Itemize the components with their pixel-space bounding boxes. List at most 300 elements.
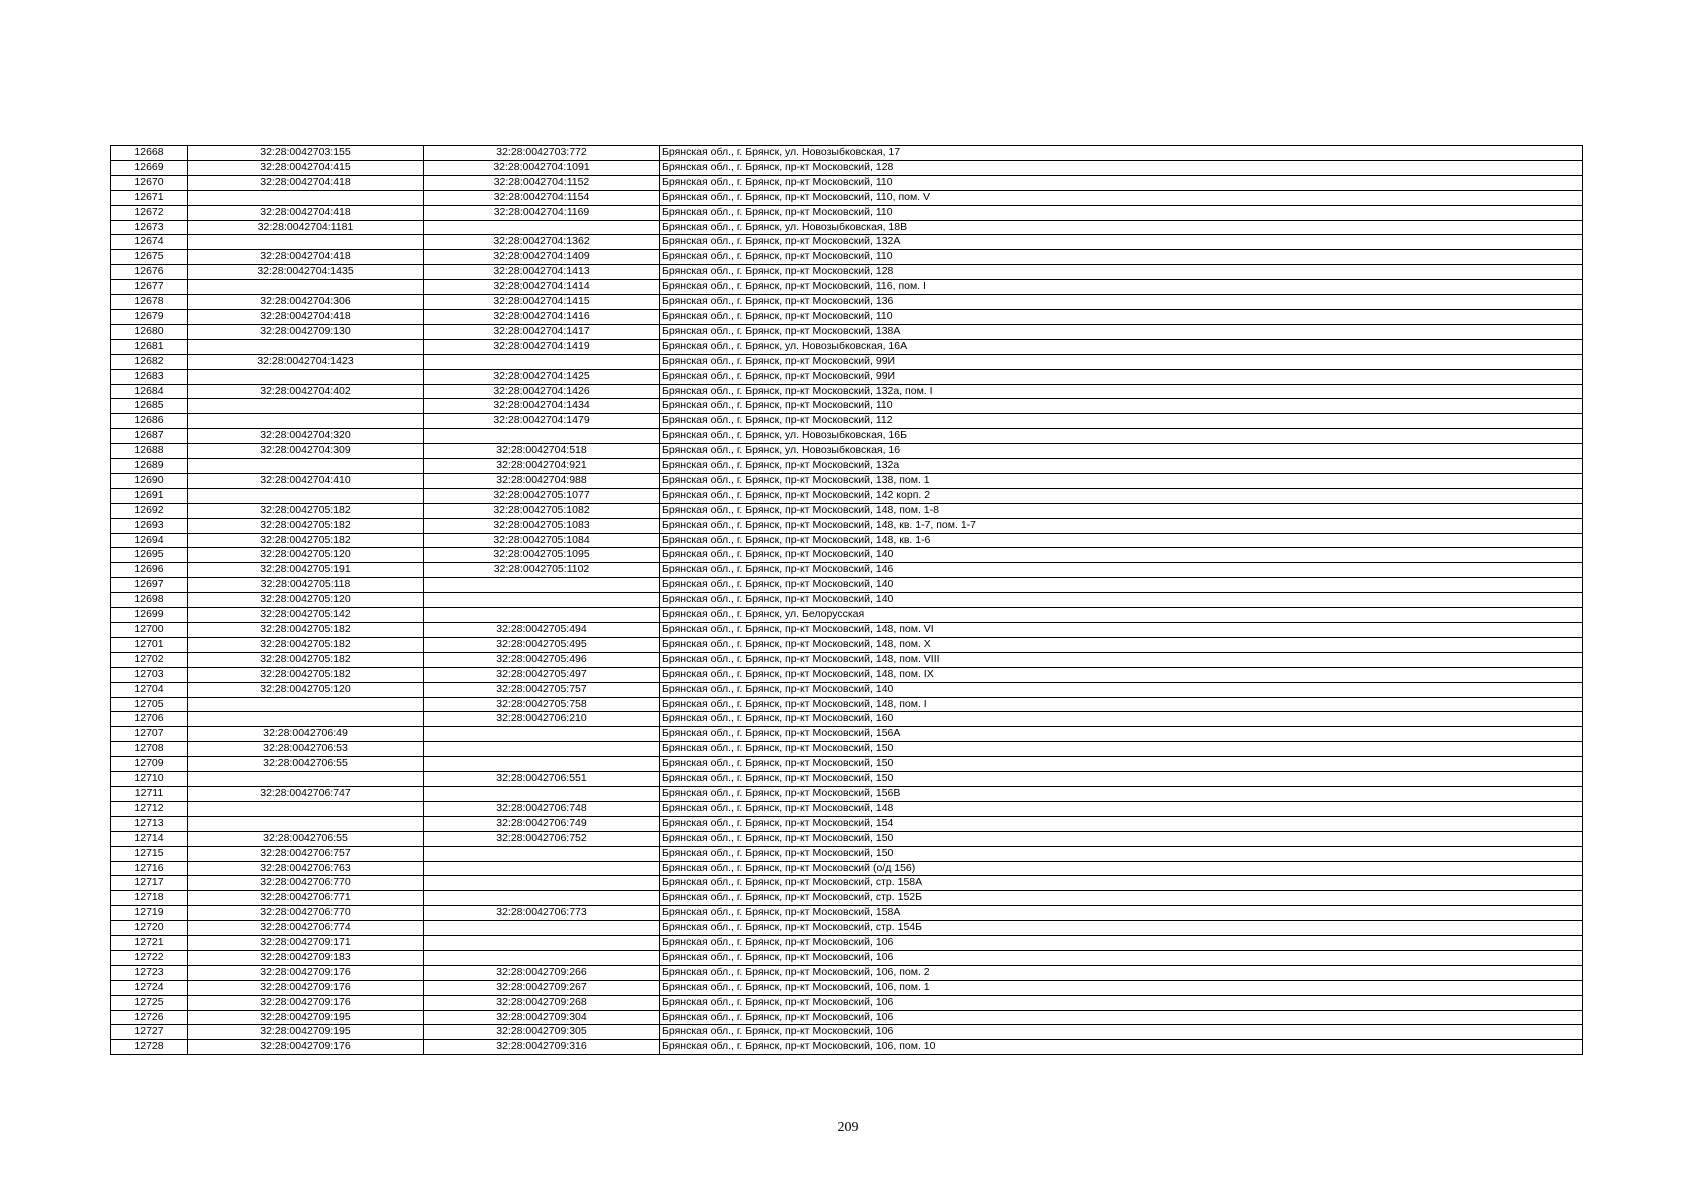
table-row: [111, 906, 1583, 921]
address-cell: Брянская обл., г. Брянск, ул. Белорусская: [660, 608, 1583, 623]
table-row: [111, 473, 1583, 488]
table-row: [111, 235, 1583, 250]
table-row: [111, 429, 1583, 444]
row-number-cell: 12692: [111, 503, 188, 518]
row-number-cell: 12721: [111, 936, 188, 951]
building-cell: [424, 861, 660, 876]
land-parcel-cell: [188, 801, 424, 816]
building-cell: 32:28:0042704:1419: [424, 339, 660, 354]
address-cell: Брянская обл., г. Брянск, пр-кт Московский, 142 корп. 2: [660, 488, 1583, 503]
row-number-cell: 12676: [111, 265, 188, 280]
building-cell: 32:28:0042704:1479: [424, 414, 660, 429]
row-number-cell: 12708: [111, 742, 188, 757]
address-cell: Брянская обл., г. Брянск, пр-кт Московский, 156А: [660, 727, 1583, 742]
land-parcel-cell: 32:28:0042704:418: [188, 309, 424, 324]
page-number: 209: [837, 1120, 859, 1135]
row-number-cell: 12718: [111, 891, 188, 906]
building-cell: [424, 786, 660, 801]
row-number-cell: 12698: [111, 593, 188, 608]
land-parcel-cell: 32:28:0042704:1435: [188, 265, 424, 280]
address-cell: Брянская обл., г. Брянск, пр-кт Московский, 140: [660, 548, 1583, 563]
row-number-cell: 12689: [111, 459, 188, 474]
address-cell: Брянская обл., г. Брянск, пр-кт Московский, 148, пом. VIII: [660, 652, 1583, 667]
row-number-cell: 12672: [111, 205, 188, 220]
address-cell: Брянская обл., г. Брянск, пр-кт Московский, 160: [660, 712, 1583, 727]
address-cell: Брянская обл., г. Брянск, пр-кт Московский, 150: [660, 757, 1583, 772]
table-row: [111, 324, 1583, 339]
building-cell: 32:28:0042706:752: [424, 831, 660, 846]
address-cell: Брянская обл., г. Брянск, пр-кт Московский, 106: [660, 936, 1583, 951]
building-cell: 32:28:0042704:1154: [424, 190, 660, 205]
address-cell: Брянская обл., г. Брянск, пр-кт Московский, 106, пом. 2: [660, 965, 1583, 980]
table-row: [111, 950, 1583, 965]
building-cell: 32:28:0042705:1077: [424, 488, 660, 503]
address-cell: Брянская обл., г. Брянск, пр-кт Московский, 128: [660, 265, 1583, 280]
table-row: [111, 801, 1583, 816]
row-number-cell: 12728: [111, 1040, 188, 1055]
land-parcel-cell: 32:28:0042706:49: [188, 727, 424, 742]
building-cell: 32:28:0042704:1409: [424, 250, 660, 265]
land-parcel-cell: [188, 369, 424, 384]
building-cell: 32:28:0042704:1426: [424, 384, 660, 399]
table-row: [111, 1010, 1583, 1025]
address-cell: Брянская обл., г. Брянск, пр-кт Московский, 106: [660, 995, 1583, 1010]
row-number-cell: 12687: [111, 429, 188, 444]
table-row: [111, 816, 1583, 831]
land-parcel-cell: 32:28:0042704:1423: [188, 354, 424, 369]
land-parcel-cell: [188, 816, 424, 831]
table-row: [111, 727, 1583, 742]
building-cell: 32:28:0042704:1434: [424, 399, 660, 414]
building-cell: 32:28:0042705:494: [424, 623, 660, 638]
row-number-cell: 12693: [111, 518, 188, 533]
table-row: [111, 578, 1583, 593]
table-row: [111, 921, 1583, 936]
land-parcel-cell: 32:28:0042704:418: [188, 205, 424, 220]
building-cell: 32:28:0042705:1083: [424, 518, 660, 533]
row-number-cell: 12727: [111, 1025, 188, 1040]
land-parcel-cell: 32:28:0042704:402: [188, 384, 424, 399]
address-cell: Брянская обл., г. Брянск, пр-кт Московский, 106: [660, 950, 1583, 965]
building-cell: [424, 220, 660, 235]
building-cell: 32:28:0042704:921: [424, 459, 660, 474]
row-number-cell: 12683: [111, 369, 188, 384]
table-row: [111, 965, 1583, 980]
land-parcel-cell: 32:28:0042706:774: [188, 921, 424, 936]
address-cell: Брянская обл., г. Брянск, пр-кт Московский, 132а, пом. I: [660, 384, 1583, 399]
land-parcel-cell: 32:28:0042709:195: [188, 1025, 424, 1040]
row-number-cell: 12711: [111, 786, 188, 801]
address-cell: Брянская обл., г. Брянск, пр-кт Московский, 140: [660, 593, 1583, 608]
building-cell: 32:28:0042706:551: [424, 772, 660, 787]
land-parcel-cell: [188, 280, 424, 295]
land-parcel-cell: 32:28:0042704:306: [188, 295, 424, 310]
land-parcel-cell: 32:28:0042704:418: [188, 175, 424, 190]
land-parcel-cell: 32:28:0042706:771: [188, 891, 424, 906]
land-parcel-cell: 32:28:0042709:176: [188, 965, 424, 980]
table-row: [111, 891, 1583, 906]
table-row: [111, 682, 1583, 697]
row-number-cell: 12707: [111, 727, 188, 742]
row-number-cell: 12701: [111, 637, 188, 652]
building-cell: 32:28:0042704:1152: [424, 175, 660, 190]
table-row: [111, 444, 1583, 459]
building-cell: [424, 846, 660, 861]
row-number-cell: 12712: [111, 801, 188, 816]
row-number-cell: 12704: [111, 682, 188, 697]
building-cell: 32:28:0042705:1095: [424, 548, 660, 563]
building-cell: 32:28:0042706:748: [424, 801, 660, 816]
land-parcel-cell: 32:28:0042704:410: [188, 473, 424, 488]
table-row: [111, 1040, 1583, 1055]
address-cell: Брянская обл., г. Брянск, пр-кт Московский, 148, пом. VI: [660, 623, 1583, 638]
land-parcel-cell: 32:28:0042709:176: [188, 995, 424, 1010]
building-cell: [424, 593, 660, 608]
land-parcel-cell: 32:28:0042705:142: [188, 608, 424, 623]
table-row: [111, 831, 1583, 846]
row-number-cell: 12690: [111, 473, 188, 488]
building-cell: [424, 429, 660, 444]
land-parcel-cell: 32:28:0042705:182: [188, 518, 424, 533]
address-cell: Брянская обл., г. Брянск, пр-кт Московский, 158А: [660, 906, 1583, 921]
address-cell: Брянская обл., г. Брянск, пр-кт Московский, 156В: [660, 786, 1583, 801]
land-parcel-cell: 32:28:0042709:130: [188, 324, 424, 339]
row-number-cell: 12677: [111, 280, 188, 295]
table-row: [111, 846, 1583, 861]
building-cell: 32:28:0042705:496: [424, 652, 660, 667]
address-cell: Брянская обл., г. Брянск, пр-кт Московский, стр. 158А: [660, 876, 1583, 891]
building-cell: 32:28:0042709:316: [424, 1040, 660, 1055]
table-row: [111, 712, 1583, 727]
land-parcel-cell: 32:28:0042709:195: [188, 1010, 424, 1025]
land-parcel-cell: 32:28:0042705:182: [188, 623, 424, 638]
land-parcel-cell: 32:28:0042709:176: [188, 980, 424, 995]
land-parcel-cell: 32:28:0042704:415: [188, 160, 424, 175]
row-number-cell: 12715: [111, 846, 188, 861]
row-number-cell: 12697: [111, 578, 188, 593]
address-cell: Брянская обл., г. Брянск, пр-кт Московский, 128: [660, 160, 1583, 175]
building-cell: 32:28:0042705:757: [424, 682, 660, 697]
table-row: [111, 518, 1583, 533]
address-cell: Брянская обл., г. Брянск, ул. Новозыбковская, 16Б: [660, 429, 1583, 444]
row-number-cell: 12724: [111, 980, 188, 995]
address-cell: Брянская обл., г. Брянск, пр-кт Московский, 154: [660, 816, 1583, 831]
address-cell: Брянская обл., г. Брянск, пр-кт Московский, 148, пом. X: [660, 637, 1583, 652]
address-cell: Брянская обл., г. Брянск, пр-кт Московский, 110: [660, 250, 1583, 265]
row-number-cell: 12674: [111, 235, 188, 250]
building-cell: [424, 936, 660, 951]
table-row: [111, 623, 1583, 638]
row-number-cell: 12695: [111, 548, 188, 563]
building-cell: [424, 742, 660, 757]
row-number-cell: 12705: [111, 697, 188, 712]
building-cell: 32:28:0042709:266: [424, 965, 660, 980]
address-cell: Брянская обл., г. Брянск, пр-кт Московский, стр. 152Б: [660, 891, 1583, 906]
address-cell: Брянская обл., г. Брянск, пр-кт Московский, 150: [660, 742, 1583, 757]
building-cell: 32:28:0042703:772: [424, 146, 660, 161]
land-parcel-cell: 32:28:0042704:1181: [188, 220, 424, 235]
address-cell: Брянская обл., г. Брянск, пр-кт Московский, 110: [660, 175, 1583, 190]
address-cell: Брянская обл., г. Брянск, пр-кт Московский, 148, пом. I: [660, 697, 1583, 712]
building-cell: 32:28:0042704:518: [424, 444, 660, 459]
table-row: [111, 548, 1583, 563]
building-cell: 32:28:0042709:267: [424, 980, 660, 995]
table-row: [111, 757, 1583, 772]
address-cell: Брянская обл., г. Брянск, пр-кт Московский, 99И: [660, 369, 1583, 384]
table-row: [111, 250, 1583, 265]
land-parcel-cell: 32:28:0042709:183: [188, 950, 424, 965]
row-number-cell: 12684: [111, 384, 188, 399]
table-row: [111, 876, 1583, 891]
land-parcel-cell: 32:28:0042706:55: [188, 831, 424, 846]
building-cell: 32:28:0042705:497: [424, 667, 660, 682]
address-cell: Брянская обл., г. Брянск, пр-кт Московский, 106, пом. 1: [660, 980, 1583, 995]
building-cell: 32:28:0042704:1414: [424, 280, 660, 295]
land-parcel-cell: 32:28:0042703:155: [188, 146, 424, 161]
building-cell: [424, 757, 660, 772]
row-number-cell: 12685: [111, 399, 188, 414]
address-cell: Брянская обл., г. Брянск, пр-кт Московский, 106, пом. 10: [660, 1040, 1583, 1055]
building-cell: 32:28:0042704:1417: [424, 324, 660, 339]
table-row: [111, 384, 1583, 399]
table-row: [111, 354, 1583, 369]
row-number-cell: 12682: [111, 354, 188, 369]
address-cell: Брянская обл., г. Брянск, пр-кт Московский, 110: [660, 399, 1583, 414]
land-parcel-cell: [188, 459, 424, 474]
row-number-cell: 12686: [111, 414, 188, 429]
address-cell: Брянская обл., г. Брянск, пр-кт Московский, 132а: [660, 459, 1583, 474]
land-parcel-cell: [188, 399, 424, 414]
row-number-cell: 12726: [111, 1010, 188, 1025]
building-cell: 32:28:0042705:1084: [424, 533, 660, 548]
address-cell: Брянская обл., г. Брянск, пр-кт Московский, 99И: [660, 354, 1583, 369]
cadastral-table-body: [111, 146, 1583, 1055]
land-parcel-cell: 32:28:0042706:770: [188, 876, 424, 891]
cadastral-table: [110, 145, 1583, 1055]
row-number-cell: 12706: [111, 712, 188, 727]
building-cell: [424, 354, 660, 369]
building-cell: 32:28:0042705:758: [424, 697, 660, 712]
address-cell: Брянская обл., г. Брянск, пр-кт Московский, 116, пом. I: [660, 280, 1583, 295]
table-row: [111, 295, 1583, 310]
table-row: [111, 742, 1583, 757]
land-parcel-cell: [188, 190, 424, 205]
row-number-cell: 12691: [111, 488, 188, 503]
address-cell: Брянская обл., г. Брянск, пр-кт Московский (о/д 156): [660, 861, 1583, 876]
building-cell: [424, 921, 660, 936]
land-parcel-cell: [188, 697, 424, 712]
table-row: [111, 786, 1583, 801]
table-row: [111, 667, 1583, 682]
land-parcel-cell: 32:28:0042705:182: [188, 533, 424, 548]
address-cell: Брянская обл., г. Брянск, пр-кт Московский, 140: [660, 578, 1583, 593]
table-row: [111, 861, 1583, 876]
land-parcel-cell: [188, 235, 424, 250]
address-cell: Брянская обл., г. Брянск, ул. Новозыбковская, 16А: [660, 339, 1583, 354]
row-number-cell: 12703: [111, 667, 188, 682]
row-number-cell: 12669: [111, 160, 188, 175]
row-number-cell: 12671: [111, 190, 188, 205]
building-cell: 32:28:0042709:268: [424, 995, 660, 1010]
table-row: [111, 160, 1583, 175]
row-number-cell: 12714: [111, 831, 188, 846]
land-parcel-cell: 32:28:0042706:747: [188, 786, 424, 801]
address-cell: Брянская обл., г. Брянск, пр-кт Московский, 148, пом. IX: [660, 667, 1583, 682]
table-row: [111, 503, 1583, 518]
row-number-cell: 12681: [111, 339, 188, 354]
row-number-cell: 12723: [111, 965, 188, 980]
land-parcel-cell: 32:28:0042705:182: [188, 652, 424, 667]
table-row: [111, 652, 1583, 667]
building-cell: 32:28:0042704:1362: [424, 235, 660, 250]
land-parcel-cell: 32:28:0042704:309: [188, 444, 424, 459]
land-parcel-cell: [188, 772, 424, 787]
row-number-cell: 12709: [111, 757, 188, 772]
address-cell: Брянская обл., г. Брянск, пр-кт Московский, 148: [660, 801, 1583, 816]
table-row: [111, 593, 1583, 608]
table-row: [111, 772, 1583, 787]
table-row: [111, 280, 1583, 295]
address-cell: Брянская обл., г. Брянск, пр-кт Московский, 138, пом. 1: [660, 473, 1583, 488]
building-cell: 32:28:0042704:1416: [424, 309, 660, 324]
row-number-cell: 12722: [111, 950, 188, 965]
table-row: [111, 205, 1583, 220]
address-cell: Брянская обл., г. Брянск, пр-кт Московский, 110, пом. V: [660, 190, 1583, 205]
table-row: [111, 220, 1583, 235]
building-cell: [424, 578, 660, 593]
row-number-cell: 12680: [111, 324, 188, 339]
address-cell: Брянская обл., г. Брянск, пр-кт Московский, 112: [660, 414, 1583, 429]
address-cell: Брянская обл., г. Брянск, пр-кт Московский, 148, кв. 1-7, пом. 1-7: [660, 518, 1583, 533]
address-cell: Брянская обл., г. Брянск, пр-кт Московский, 146: [660, 563, 1583, 578]
building-cell: 32:28:0042706:749: [424, 816, 660, 831]
land-parcel-cell: 32:28:0042705:182: [188, 503, 424, 518]
table-row: [111, 459, 1583, 474]
land-parcel-cell: [188, 712, 424, 727]
table-row: [111, 697, 1583, 712]
table-row: [111, 608, 1583, 623]
row-number-cell: 12700: [111, 623, 188, 638]
land-parcel-cell: 32:28:0042709:171: [188, 936, 424, 951]
row-number-cell: 12716: [111, 861, 188, 876]
table-row: [111, 175, 1583, 190]
address-cell: Брянская обл., г. Брянск, пр-кт Московский, 138А: [660, 324, 1583, 339]
land-parcel-cell: 32:28:0042704:418: [188, 250, 424, 265]
row-number-cell: 12702: [111, 652, 188, 667]
table-row: [111, 309, 1583, 324]
land-parcel-cell: [188, 414, 424, 429]
address-cell: Брянская обл., г. Брянск, пр-кт Московский, 148, пом. 1-8: [660, 503, 1583, 518]
land-parcel-cell: 32:28:0042705:120: [188, 593, 424, 608]
building-cell: 32:28:0042706:773: [424, 906, 660, 921]
building-cell: 32:28:0042704:1415: [424, 295, 660, 310]
address-cell: Брянская обл., г. Брянск, пр-кт Московский, 136: [660, 295, 1583, 310]
address-cell: Брянская обл., г. Брянск, пр-кт Московский, 150: [660, 831, 1583, 846]
row-number-cell: 12696: [111, 563, 188, 578]
land-parcel-cell: 32:28:0042705:182: [188, 667, 424, 682]
building-cell: [424, 950, 660, 965]
land-parcel-cell: 32:28:0042706:763: [188, 861, 424, 876]
address-cell: Брянская обл., г. Брянск, пр-кт Московский, 106: [660, 1025, 1583, 1040]
land-parcel-cell: 32:28:0042706:757: [188, 846, 424, 861]
land-parcel-cell: [188, 339, 424, 354]
table-row: [111, 995, 1583, 1010]
building-cell: [424, 608, 660, 623]
land-parcel-cell: 32:28:0042709:176: [188, 1040, 424, 1055]
address-cell: Брянская обл., г. Брянск, пр-кт Московский, 150: [660, 846, 1583, 861]
row-number-cell: 12694: [111, 533, 188, 548]
address-cell: Брянская обл., г. Брянск, пр-кт Московский, 150: [660, 772, 1583, 787]
address-cell: Брянская обл., г. Брянск, пр-кт Московский, 106: [660, 1010, 1583, 1025]
table-row: [111, 533, 1583, 548]
building-cell: 32:28:0042709:305: [424, 1025, 660, 1040]
building-cell: 32:28:0042709:304: [424, 1010, 660, 1025]
row-number-cell: 12670: [111, 175, 188, 190]
table-row: [111, 146, 1583, 161]
address-cell: Брянская обл., г. Брянск, пр-кт Московский, стр. 154Б: [660, 921, 1583, 936]
address-cell: Брянская обл., г. Брянск, пр-кт Московский, 132А: [660, 235, 1583, 250]
address-cell: Брянская обл., г. Брянск, ул. Новозыбковская, 18В: [660, 220, 1583, 235]
land-parcel-cell: 32:28:0042706:53: [188, 742, 424, 757]
table-row: [111, 265, 1583, 280]
land-parcel-cell: 32:28:0042705:118: [188, 578, 424, 593]
table-row: [111, 936, 1583, 951]
building-cell: [424, 876, 660, 891]
building-cell: 32:28:0042706:210: [424, 712, 660, 727]
land-parcel-cell: 32:28:0042705:191: [188, 563, 424, 578]
table-row: [111, 488, 1583, 503]
land-parcel-cell: 32:28:0042704:320: [188, 429, 424, 444]
table-row: [111, 563, 1583, 578]
row-number-cell: 12675: [111, 250, 188, 265]
building-cell: [424, 727, 660, 742]
address-cell: Брянская обл., г. Брянск, ул. Новозыбковская, 17: [660, 146, 1583, 161]
land-parcel-cell: 32:28:0042705:120: [188, 682, 424, 697]
row-number-cell: 12710: [111, 772, 188, 787]
row-number-cell: 12719: [111, 906, 188, 921]
building-cell: 32:28:0042705:1102: [424, 563, 660, 578]
row-number-cell: 12679: [111, 309, 188, 324]
building-cell: 32:28:0042704:988: [424, 473, 660, 488]
land-parcel-cell: 32:28:0042705:182: [188, 637, 424, 652]
row-number-cell: 12713: [111, 816, 188, 831]
address-cell: Брянская обл., г. Брянск, пр-кт Московский, 110: [660, 205, 1583, 220]
table-row: [111, 980, 1583, 995]
building-cell: 32:28:0042704:1413: [424, 265, 660, 280]
table-row: [111, 369, 1583, 384]
row-number-cell: 12668: [111, 146, 188, 161]
address-cell: Брянская обл., г. Брянск, пр-кт Московский, 110: [660, 309, 1583, 324]
row-number-cell: 12688: [111, 444, 188, 459]
table-row: [111, 637, 1583, 652]
table-row: [111, 190, 1583, 205]
building-cell: 32:28:0042705:495: [424, 637, 660, 652]
building-cell: 32:28:0042705:1082: [424, 503, 660, 518]
building-cell: 32:28:0042704:1091: [424, 160, 660, 175]
land-parcel-cell: 32:28:0042706:55: [188, 757, 424, 772]
row-number-cell: 12725: [111, 995, 188, 1010]
row-number-cell: 12720: [111, 921, 188, 936]
row-number-cell: 12699: [111, 608, 188, 623]
address-cell: Брянская обл., г. Брянск, пр-кт Московский, 140: [660, 682, 1583, 697]
building-cell: [424, 891, 660, 906]
table-row: [111, 399, 1583, 414]
land-parcel-cell: [188, 488, 424, 503]
table-row: [111, 1025, 1583, 1040]
row-number-cell: 12673: [111, 220, 188, 235]
address-cell: Брянская обл., г. Брянск, пр-кт Московский, 148, кв. 1-6: [660, 533, 1583, 548]
land-parcel-cell: 32:28:0042706:770: [188, 906, 424, 921]
